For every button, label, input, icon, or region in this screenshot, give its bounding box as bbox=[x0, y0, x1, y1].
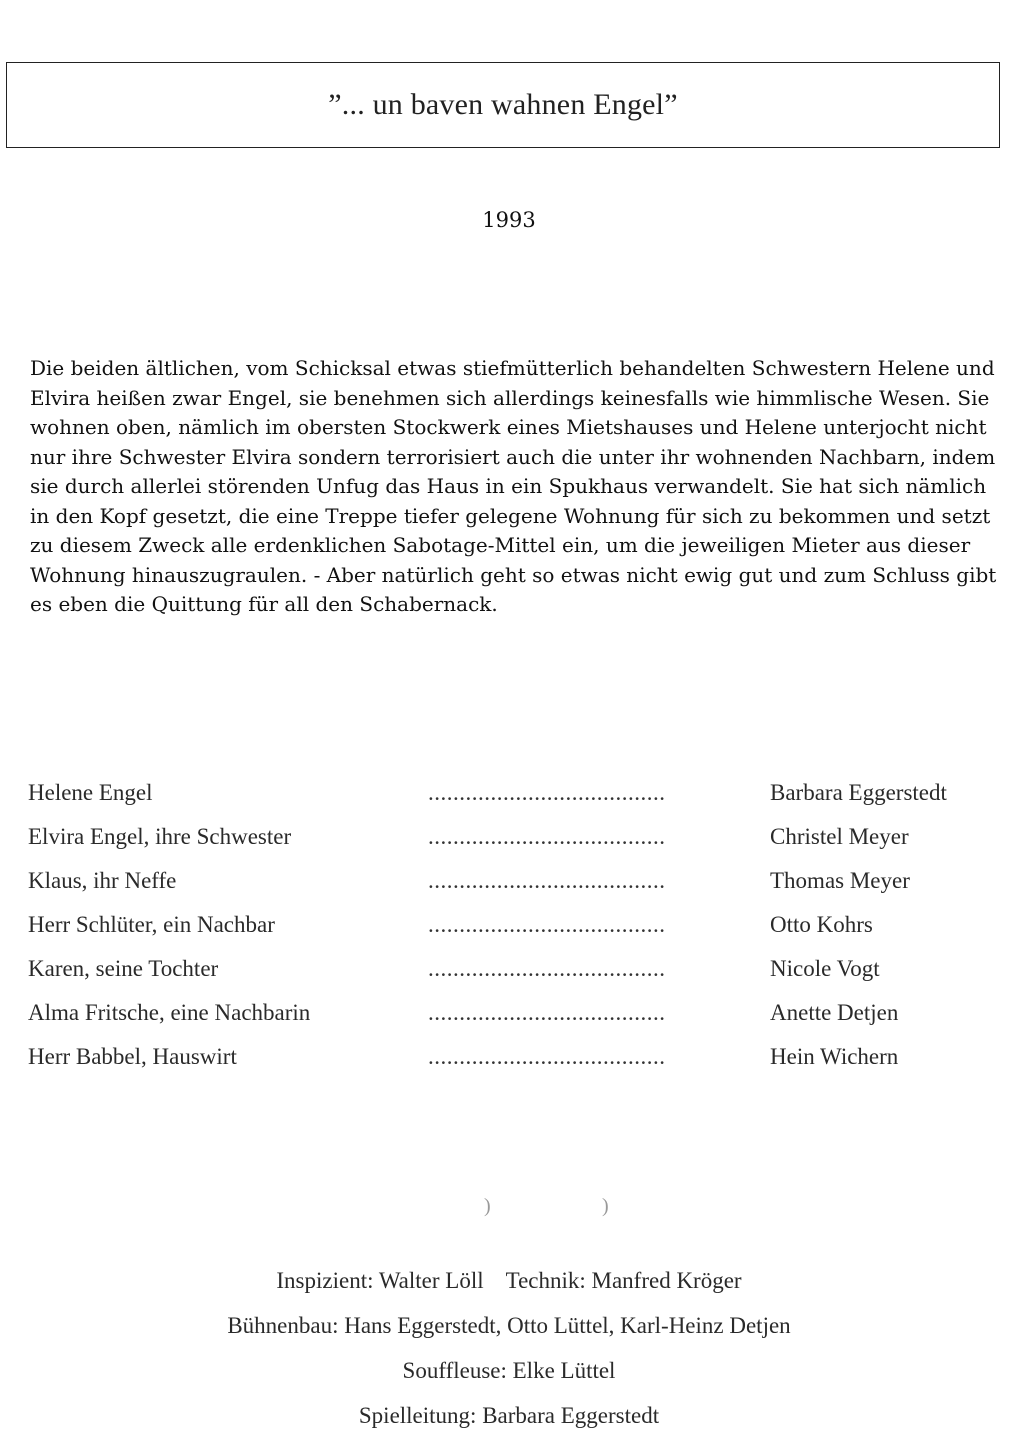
credit-inspizient: Inspizient: Walter Löll bbox=[276, 1268, 484, 1293]
cast-dots: ...................................... bbox=[428, 780, 666, 805]
cast-row bbox=[28, 776, 988, 820]
cast-role: Klaus, ihr Neffe bbox=[28, 868, 177, 893]
credits bbox=[0, 1262, 1018, 1442]
binding-mark-left: ) bbox=[484, 1195, 491, 1217]
credit-souffleuse: Souffleuse: Elke Lüttel bbox=[402, 1358, 616, 1383]
cast-role: Helene Engel bbox=[28, 780, 153, 805]
cast-row bbox=[28, 952, 988, 996]
cast-role: Herr Babbel, Hauswirt bbox=[28, 1044, 237, 1069]
credit-line-buehnenbau bbox=[0, 1307, 1018, 1352]
credit-buehnenbau: Bühnenbau: Hans Eggerstedt, Otto Lüttel, Karl-Heinz Detjen bbox=[227, 1313, 791, 1338]
cast-role: Herr Schlüter, ein Nachbar bbox=[28, 912, 275, 937]
cast-actor: Thomas Meyer bbox=[770, 868, 910, 893]
cast-row bbox=[28, 864, 988, 908]
cast-role: Elvira Engel, ihre Schwester bbox=[28, 824, 292, 849]
cast-actor: Barbara Eggerstedt bbox=[770, 780, 947, 805]
credit-technik: Technik: Manfred Kröger bbox=[505, 1268, 742, 1293]
cast-role: Karen, seine Tochter bbox=[28, 956, 219, 981]
cast-actor: Hein Wichern bbox=[770, 1044, 899, 1069]
cast-dots: ...................................... bbox=[428, 1044, 666, 1069]
binding-marks bbox=[0, 1195, 1018, 1225]
page-title: ”... un baven wahnen Engel” bbox=[328, 88, 678, 121]
cast-dots: ...................................... bbox=[428, 868, 666, 893]
credit-spielleitung: Spielleitung: Barbara Eggerstedt bbox=[358, 1403, 660, 1428]
cast-dots: ...................................... bbox=[428, 1000, 666, 1025]
cast-dots: ...................................... bbox=[428, 824, 666, 849]
cast-dots: ...................................... bbox=[428, 956, 666, 981]
binding-mark-right: ) bbox=[602, 1195, 609, 1217]
synopsis-paragraph: Die beiden ältlichen, vom Schicksal etwas stiefmütterlich behandelten Schwestern Helene und Elvira heißen zwar Engel, sie benehmen sich allerdings keinesfalls wie himmlische Wesen. Sie wohnen oben, nämlich im obersten Stockwerk eines Mietshauses und Helene unterjocht nicht nur ihre Schwester Elvira sondern terrorisiert auch die unter ihr wohnenden Nachbarn, indem sie durch allerlei störenden Unfug das Haus in ein Spukhaus verwandelt. Sie hat sich nämlich in den Kopf gesetzt, die eine Treppe tiefer gelegene Wohnung für sich zu bekommen und setzt zu diesem Zweck alle erdenklichen Sabotage-Mittel ein, um die jeweiligen Mieter aus dieser Wohnung hinauszugraulen. - Aber natürlich geht so etwas nicht ewig gut und zum Schluss gibt es eben die Quittung für all den Schabernack. bbox=[30, 356, 997, 616]
cast-role: Alma Fritsche, eine Nachbarin bbox=[28, 1000, 311, 1025]
credit-line-souffleuse bbox=[0, 1352, 1018, 1397]
cast-actor: Anette Detjen bbox=[770, 1000, 899, 1025]
cast-row bbox=[28, 908, 988, 952]
year: 1993 bbox=[482, 208, 536, 232]
cast-dots: ...................................... bbox=[428, 912, 666, 937]
cast-row bbox=[28, 996, 988, 1040]
cast-actor: Otto Kohrs bbox=[770, 912, 873, 937]
credit-line-crew bbox=[0, 1262, 1018, 1307]
cast-list bbox=[28, 776, 988, 1084]
cast-row bbox=[28, 1040, 988, 1084]
title-box bbox=[6, 62, 1000, 148]
cast-row bbox=[28, 820, 988, 864]
credit-line-spielleitung bbox=[0, 1397, 1018, 1442]
cast-actor: Nicole Vogt bbox=[770, 956, 880, 981]
cast-actor: Christel Meyer bbox=[770, 824, 909, 849]
